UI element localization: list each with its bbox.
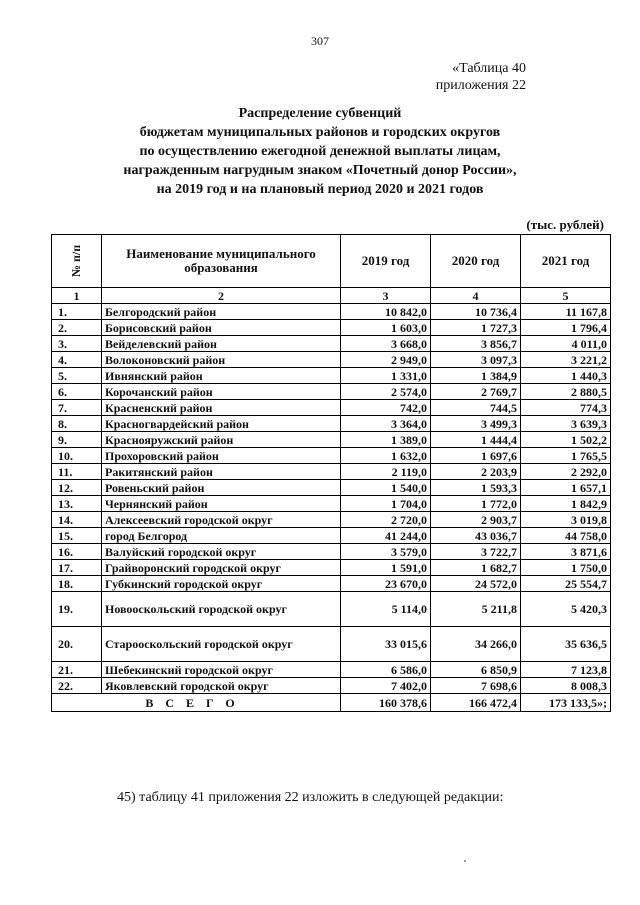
row-2021: 3 019,8 xyxy=(521,512,611,528)
row-name: Шебекинский городской округ xyxy=(102,662,341,678)
row-2019: 1 704,0 xyxy=(341,496,431,512)
header-num: № п/п xyxy=(52,235,102,288)
row-number: 1. xyxy=(52,304,102,320)
row-2020: 5 211,8 xyxy=(431,592,521,627)
table-row xyxy=(52,627,611,662)
row-number: 21. xyxy=(52,662,102,678)
table-row xyxy=(52,304,611,320)
row-2019: 1 331,0 xyxy=(341,368,431,384)
row-2019: 1 389,0 xyxy=(341,432,431,448)
row-2020: 1 682,7 xyxy=(431,560,521,576)
row-2019: 7 402,0 xyxy=(341,678,431,694)
row-2021: 11 167,8 xyxy=(521,304,611,320)
row-name: Белгородский район xyxy=(102,304,341,320)
row-2019: 2 574,0 xyxy=(341,384,431,400)
row-2021: 1 796,4 xyxy=(521,320,611,336)
table-row xyxy=(52,384,611,400)
row-number: 15. xyxy=(52,528,102,544)
row-2020: 2 769,7 xyxy=(431,384,521,400)
row-2021: 4 011,0 xyxy=(521,336,611,352)
footer-instruction: 45) таблицу 41 приложения 22 изложить в следующей редакции: xyxy=(117,790,504,805)
row-2019: 2 949,0 xyxy=(341,352,431,368)
row-2021: 1 750,0 xyxy=(521,560,611,576)
row-2021: 1 842,9 xyxy=(521,496,611,512)
table-row xyxy=(52,592,611,627)
column-index: 2 xyxy=(102,288,341,304)
row-number: 3. xyxy=(52,336,102,352)
scan-speck xyxy=(464,860,466,862)
table-row xyxy=(52,416,611,432)
subventions-table xyxy=(51,234,611,712)
row-2019: 41 244,0 xyxy=(341,528,431,544)
row-2021: 8 008,3 xyxy=(521,678,611,694)
row-2021: 44 758,0 xyxy=(521,528,611,544)
row-name: Красногвардейский район xyxy=(102,416,341,432)
row-2019: 1 540,0 xyxy=(341,480,431,496)
row-number: 6. xyxy=(52,384,102,400)
row-name: Алексеевский городской округ xyxy=(102,512,341,528)
row-2021: 1 657,1 xyxy=(521,480,611,496)
row-2020: 24 572,0 xyxy=(431,576,521,592)
row-number: 4. xyxy=(52,352,102,368)
title-line: по осуществлению ежегодной денежной выплаты лицам, xyxy=(139,144,501,159)
row-2020: 6 850,9 xyxy=(431,662,521,678)
document-title xyxy=(80,104,560,199)
row-2020: 2 903,7 xyxy=(431,512,521,528)
row-2021: 774,3 xyxy=(521,400,611,416)
table-header-row xyxy=(52,235,611,288)
row-name: Волоконовский район xyxy=(102,352,341,368)
total-2021: 173 133,5»; xyxy=(521,694,611,712)
row-number: 14. xyxy=(52,512,102,528)
row-2020: 43 036,7 xyxy=(431,528,521,544)
row-2020: 1 444,4 xyxy=(431,432,521,448)
table-row xyxy=(52,576,611,592)
row-number: 2. xyxy=(52,320,102,336)
row-2020: 2 203,9 xyxy=(431,464,521,480)
header-2019: 2019 год xyxy=(341,235,431,288)
row-number: 16. xyxy=(52,544,102,560)
row-2020: 744,5 xyxy=(431,400,521,416)
title-line: на 2019 год и на плановый период 2020 и 2021 годов xyxy=(156,182,484,197)
row-2021: 3 871,6 xyxy=(521,544,611,560)
row-2021: 35 636,5 xyxy=(521,627,611,662)
header-2021: 2021 год xyxy=(521,235,611,288)
row-2019: 3 364,0 xyxy=(341,416,431,432)
table-row xyxy=(52,352,611,368)
row-2020: 10 736,4 xyxy=(431,304,521,320)
table-row xyxy=(52,432,611,448)
total-label: ВСЕГО xyxy=(52,694,341,712)
row-2021: 3 221,2 xyxy=(521,352,611,368)
row-name: Вейделевский район xyxy=(102,336,341,352)
row-2020: 7 698,6 xyxy=(431,678,521,694)
row-name: Новооскольский городской округ xyxy=(102,592,341,627)
row-2020: 3 097,3 xyxy=(431,352,521,368)
row-number: 11. xyxy=(52,464,102,480)
table-row xyxy=(52,464,611,480)
row-2019: 1 603,0 xyxy=(341,320,431,336)
row-2021: 3 639,3 xyxy=(521,416,611,432)
header-name: Наименование муниципального образования xyxy=(102,235,341,288)
row-2019: 5 114,0 xyxy=(341,592,431,627)
page-number: 307 xyxy=(311,34,329,48)
row-2020: 1 593,3 xyxy=(431,480,521,496)
table-row xyxy=(52,336,611,352)
table-row xyxy=(52,528,611,544)
row-number: 17. xyxy=(52,560,102,576)
row-2021: 1 765,5 xyxy=(521,448,611,464)
row-number: 7. xyxy=(52,400,102,416)
row-2019: 23 670,0 xyxy=(341,576,431,592)
row-2019: 1 632,0 xyxy=(341,448,431,464)
row-number: 20. xyxy=(52,627,102,662)
table-row xyxy=(52,560,611,576)
table-reference xyxy=(396,60,526,94)
row-name: Краснояружский район xyxy=(102,432,341,448)
column-index: 4 xyxy=(431,288,521,304)
row-name: Ивнянский район xyxy=(102,368,341,384)
row-2019: 10 842,0 xyxy=(341,304,431,320)
table-row xyxy=(52,512,611,528)
row-number: 13. xyxy=(52,496,102,512)
row-2019: 3 668,0 xyxy=(341,336,431,352)
row-2020: 1 772,0 xyxy=(431,496,521,512)
table-row xyxy=(52,368,611,384)
total-2020: 166 472,4 xyxy=(431,694,521,712)
row-name: Грайворонский городской округ xyxy=(102,560,341,576)
row-name: Яковлевский городской округ xyxy=(102,678,341,694)
column-index: 1 xyxy=(52,288,102,304)
row-2021: 7 123,8 xyxy=(521,662,611,678)
row-2020: 1 727,3 xyxy=(431,320,521,336)
table-row xyxy=(52,400,611,416)
row-number: 22. xyxy=(52,678,102,694)
row-name: Прохоровский район xyxy=(102,448,341,464)
row-number: 10. xyxy=(52,448,102,464)
table-ref-line: «Таблица 40 xyxy=(452,61,526,76)
column-index: 3 xyxy=(341,288,431,304)
row-name: Губкинский городской округ xyxy=(102,576,341,592)
row-2019: 2 119,0 xyxy=(341,464,431,480)
table-body xyxy=(52,304,611,694)
table-row xyxy=(52,544,611,560)
row-name: Ракитянский район xyxy=(102,464,341,480)
row-2021: 5 420,3 xyxy=(521,592,611,627)
row-number: 8. xyxy=(52,416,102,432)
row-2019: 33 015,6 xyxy=(341,627,431,662)
row-2021: 2 880,5 xyxy=(521,384,611,400)
row-2020: 1 697,6 xyxy=(431,448,521,464)
row-name: Старооскольский городской округ xyxy=(102,627,341,662)
row-number: 9. xyxy=(52,432,102,448)
row-name: Валуйский городской округ xyxy=(102,544,341,560)
row-name: Корочанский район xyxy=(102,384,341,400)
table-row xyxy=(52,662,611,678)
row-number: 12. xyxy=(52,480,102,496)
total-row xyxy=(52,694,611,712)
column-index: 5 xyxy=(521,288,611,304)
row-name: Чернянский район xyxy=(102,496,341,512)
table-row xyxy=(52,496,611,512)
row-2020: 3 722,7 xyxy=(431,544,521,560)
units-label: (тыс. рублей) xyxy=(526,217,604,232)
row-2021: 1 502,2 xyxy=(521,432,611,448)
row-2021: 2 292,0 xyxy=(521,464,611,480)
row-2019: 742,0 xyxy=(341,400,431,416)
table-row xyxy=(52,678,611,694)
row-2019: 6 586,0 xyxy=(341,662,431,678)
header-2020: 2020 год xyxy=(431,235,521,288)
row-2020: 34 266,0 xyxy=(431,627,521,662)
row-name: Красненский район xyxy=(102,400,341,416)
row-2019: 3 579,0 xyxy=(341,544,431,560)
row-name: Ровеньский район xyxy=(102,480,341,496)
table-row xyxy=(52,480,611,496)
row-number: 19. xyxy=(52,592,102,627)
row-2020: 1 384,9 xyxy=(431,368,521,384)
title-line: Распределение субвенций xyxy=(238,106,402,121)
title-line: награжденным нагрудным знаком «Почетный донор России», xyxy=(123,163,517,178)
table-row xyxy=(52,448,611,464)
title-line: бюджетам муниципальных районов и городских округов xyxy=(139,125,501,140)
row-2020: 3 499,3 xyxy=(431,416,521,432)
row-2019: 2 720,0 xyxy=(341,512,431,528)
table-ref-line: приложения 22 xyxy=(435,78,526,93)
row-2020: 3 856,7 xyxy=(431,336,521,352)
row-name: город Белгород xyxy=(102,528,341,544)
row-2019: 1 591,0 xyxy=(341,560,431,576)
row-number: 5. xyxy=(52,368,102,384)
row-2021: 25 554,7 xyxy=(521,576,611,592)
row-2021: 1 440,3 xyxy=(521,368,611,384)
table-row xyxy=(52,320,611,336)
row-number: 18. xyxy=(52,576,102,592)
column-index-row xyxy=(52,288,611,304)
row-name: Борисовский район xyxy=(102,320,341,336)
total-2019: 160 378,6 xyxy=(341,694,431,712)
